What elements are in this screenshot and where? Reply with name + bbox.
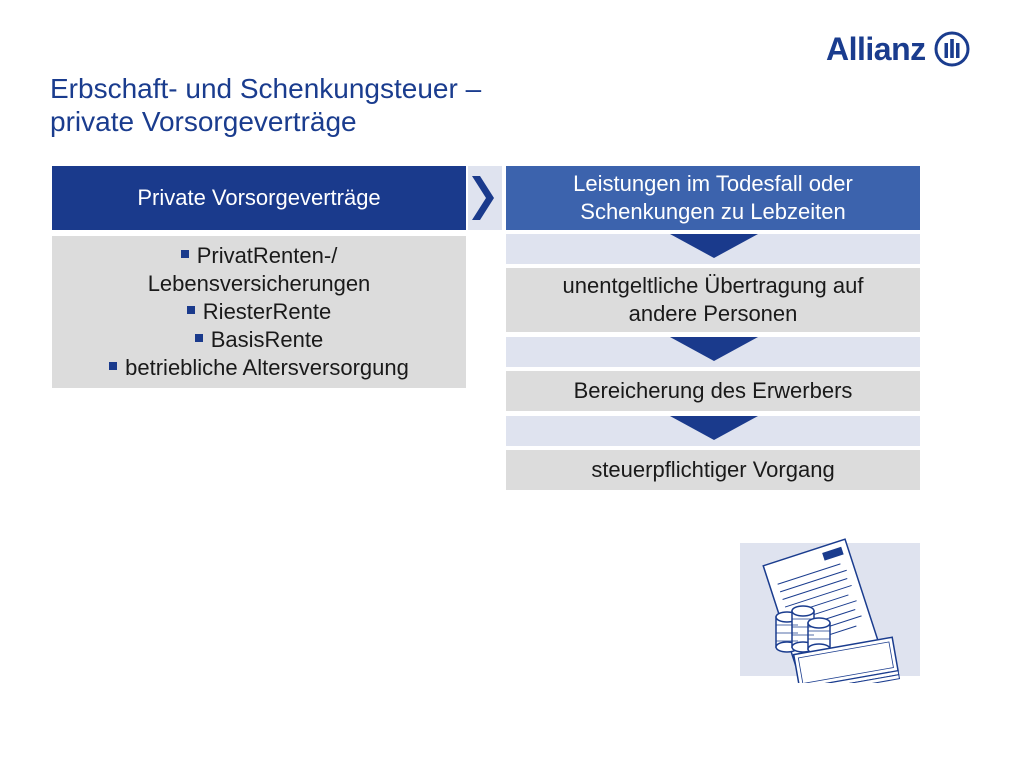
contracts-list-box <box>52 236 466 388</box>
list-item <box>52 354 466 382</box>
flow-arrow-band <box>506 337 920 367</box>
flow-arrow-band <box>506 234 920 264</box>
page-title-line1: Erbschaft- und Schenkungsteuer – <box>50 73 482 104</box>
page-title-line2: private Vorsorgeverträge <box>50 106 357 137</box>
allianz-eagle-logo-icon <box>934 31 970 67</box>
allianz-wordmark: Allianz <box>826 30 926 67</box>
benefits-header-line1: Leistungen im Todesfall oder <box>573 171 853 196</box>
flow-step-line1: unentgeltliche Übertragung auf <box>562 273 864 298</box>
contracts-list <box>52 236 466 382</box>
bullet-icon <box>187 306 195 314</box>
allianz-logo <box>826 30 970 68</box>
chevron-right-icon <box>468 166 502 230</box>
documents-coins-banknotes-icon <box>740 543 920 676</box>
list-item <box>52 242 466 270</box>
bullet-icon <box>181 250 189 258</box>
list-item-label: betriebliche Altersversorgung <box>125 355 409 380</box>
flow-step-line1: Bereicherung des Erwerbers <box>573 378 853 403</box>
benefits-header-line2: Schenkungen zu Lebzeiten <box>580 199 846 224</box>
bullet-icon <box>195 334 203 342</box>
list-item-label: PrivatRenten-/ <box>196 243 338 268</box>
contracts-header: Private Vorsorgeverträge <box>52 166 466 230</box>
list-item-continuation <box>52 270 466 298</box>
benefits-header <box>506 166 920 230</box>
page-title <box>50 72 610 138</box>
flow-step-line1: steuerpflichtiger Vorgang <box>591 457 835 482</box>
bullet-icon <box>109 362 117 370</box>
list-item-label: BasisRente <box>210 327 324 352</box>
list-item-label: RiesterRente <box>202 299 332 324</box>
chevron-down-icon <box>506 234 920 264</box>
flow-connector <box>468 166 502 230</box>
flow-step <box>506 268 920 332</box>
flow-step <box>506 371 920 411</box>
chevron-down-icon <box>506 416 920 446</box>
list-item-label: Lebensversicherungen <box>147 271 371 296</box>
list-item <box>52 298 466 326</box>
chevron-down-icon <box>506 337 920 367</box>
list-item <box>52 326 466 354</box>
flow-arrow-band <box>506 416 920 446</box>
flow-step-line2: andere Personen <box>628 301 798 326</box>
contract-illustration <box>740 533 920 683</box>
flow-step <box>506 450 920 490</box>
